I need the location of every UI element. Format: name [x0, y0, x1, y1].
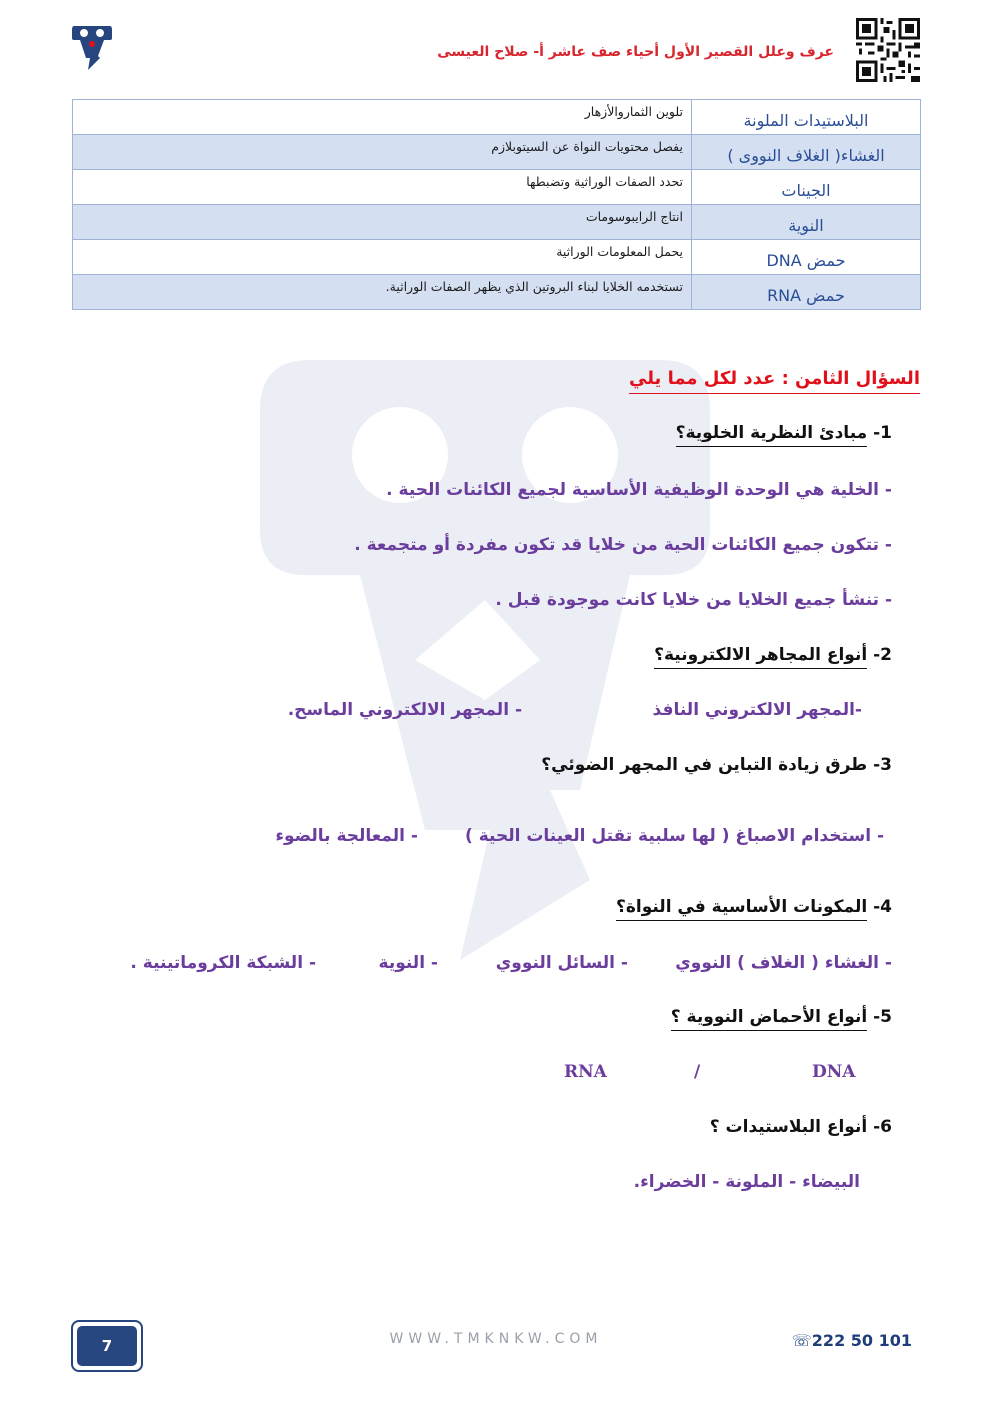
- question-number: 1-: [873, 423, 892, 443]
- term-cell: البلاستيدات الملونة: [692, 100, 921, 135]
- answer-item: DNA: [812, 1062, 856, 1082]
- table-row: [73, 205, 921, 240]
- question-number: 5-: [873, 1007, 892, 1027]
- table-row: [73, 275, 921, 310]
- qr-code-icon: [856, 18, 920, 82]
- answer-item: -المجهر الالكتروني النافذ: [652, 700, 862, 720]
- definition-cell: تحدد الصفات الوراثية وتضبطها: [73, 170, 692, 205]
- term-cell: حمض RNA: [692, 275, 921, 310]
- question-number: 6-: [873, 1117, 892, 1137]
- answer-separator: /: [694, 1062, 701, 1082]
- phone-contact: [792, 1331, 912, 1350]
- terms-table: [72, 99, 921, 310]
- answer-item: - السائل النووي: [495, 953, 628, 973]
- answer-item: البيضاء - الملونة - الخضراء.: [633, 1172, 860, 1192]
- table-row: [73, 135, 921, 170]
- question-number: 3-: [873, 755, 892, 775]
- answer-item: - تنشأ جميع الخلايا من خلايا كانت موجودة قبل .: [495, 590, 892, 610]
- question-4: [616, 897, 892, 917]
- definition-cell: انتاج الرايبوسومات: [73, 205, 692, 240]
- definition-cell: تلوين الثماروالأزهار: [73, 100, 692, 135]
- question-text: مبادئ النظرية الخلوية؟: [676, 423, 868, 447]
- term-cell: حمض DNA: [692, 240, 921, 275]
- phone-number: 222 50 101: [811, 1331, 912, 1350]
- question-text: أنواع البلاستيدات ؟: [709, 1117, 868, 1137]
- section-title: السؤال الثامن : عدد لكل مما يلي: [629, 368, 920, 394]
- brand-logo: [70, 22, 114, 72]
- table-row: [73, 240, 921, 275]
- question-3: [541, 755, 892, 775]
- answer-item: - تتكون جميع الكائنات الحية من خلايا قد تكون مفردة أو متجمعة .: [354, 535, 892, 555]
- header-title: عرف وعلل القصير الأول أحياء صف عاشر أ- صلاح العيسى: [437, 44, 834, 60]
- definition-cell: تستخدمه الخلايا لبناء البروتين الذي يظهر الصفات الوراثية.: [73, 275, 692, 310]
- phone-icon: ☏: [791, 1331, 812, 1350]
- question-text: أنواع المجاهر الالكترونية؟: [654, 645, 867, 669]
- term-cell: النوية: [692, 205, 921, 240]
- question-1: [676, 423, 892, 443]
- definition-cell: يحمل المعلومات الوراثية: [73, 240, 692, 275]
- page-number: 7: [77, 1326, 137, 1366]
- table-row: [73, 170, 921, 205]
- answer-item: - الغشاء ( الغلاف ) النووي: [675, 953, 892, 973]
- table-row: [73, 100, 921, 135]
- answer-item: - المعالجة بالضوء: [275, 826, 418, 846]
- definition-cell: يفصل محتويات النواة عن السيتوبلازم: [73, 135, 692, 170]
- watermark-logo: [250, 360, 720, 960]
- question-6: [710, 1117, 892, 1137]
- term-cell: الجينات: [692, 170, 921, 205]
- answer-item: - المجهر الالكتروني الماسح.: [287, 700, 522, 720]
- answer-item: - استخدام الاصباغ ( لها سلبية تقتل العينات الحية ): [465, 826, 884, 846]
- question-5: [671, 1007, 892, 1027]
- answer-item: RNA: [564, 1062, 607, 1082]
- question-text: طرق زيادة التباين في المجهر الضوئي؟: [541, 755, 868, 775]
- term-cell: الغشاء( الغلاف النووى ): [692, 135, 921, 170]
- answer-item: - الخلية هي الوحدة الوظيفية الأساسية لجميع الكائنات الحية .: [386, 480, 892, 500]
- answer-item: - النوية: [378, 953, 438, 973]
- question-text: أنواع الأحماض النووية ؟: [671, 1007, 867, 1031]
- question-text: المكونات الأساسية في النواة؟: [616, 897, 867, 921]
- answer-item: - الشبكة الكروماتينية .: [130, 953, 316, 973]
- question-number: 2-: [873, 645, 892, 665]
- question-number: 4-: [873, 897, 892, 917]
- website-url: WWW.TMKNKW.COM: [389, 1331, 603, 1347]
- question-2: [654, 645, 892, 665]
